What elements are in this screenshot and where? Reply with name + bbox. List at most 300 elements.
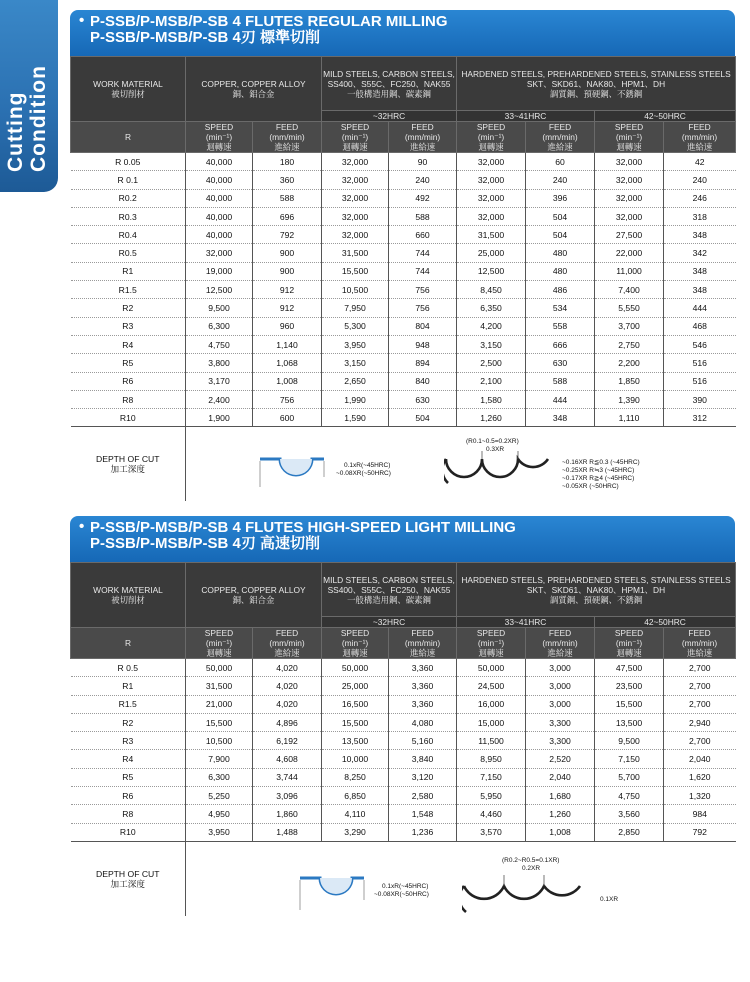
value-cell: 2,700 xyxy=(664,659,736,677)
multi-cut-text-top-a: (R0.1~0.5=0.2XR) xyxy=(466,438,519,446)
value-cell: 3,570 xyxy=(457,823,526,841)
value-cell: 3,150 xyxy=(322,354,389,372)
value-cell: 312 xyxy=(664,409,736,427)
value-cell: 15,000 xyxy=(457,713,526,731)
radius-cell: R5 xyxy=(71,768,186,786)
value-cell: 50,000 xyxy=(322,659,389,677)
value-cell: 3,950 xyxy=(322,335,389,353)
value-cell: 32,000 xyxy=(457,153,526,171)
value-cell: 3,950 xyxy=(186,823,253,841)
table-row xyxy=(71,153,736,171)
value-cell: 32,000 xyxy=(322,153,389,171)
value-cell: 756 xyxy=(389,299,457,317)
value-cell: 696 xyxy=(253,207,322,225)
radius-cell: R0.4 xyxy=(71,226,186,244)
value-cell: 1,236 xyxy=(389,823,457,841)
r-header: R xyxy=(71,628,186,659)
table-row xyxy=(71,372,736,390)
value-cell: 546 xyxy=(664,335,736,353)
value-cell: 3,360 xyxy=(389,659,457,677)
value-cell: 444 xyxy=(664,299,736,317)
value-cell: 3,150 xyxy=(457,335,526,353)
value-cell: 504 xyxy=(389,409,457,427)
value-cell: 32,000 xyxy=(457,189,526,207)
hrc-header-42-50: 42~50HRC xyxy=(595,111,736,122)
value-cell: 7,900 xyxy=(186,750,253,768)
value-cell: 40,000 xyxy=(186,189,253,207)
feed-header: FEED (mm/min) 進給速 xyxy=(664,628,736,659)
value-cell: 396 xyxy=(526,189,595,207)
table-row xyxy=(71,750,736,768)
table-row xyxy=(71,713,736,731)
table-row xyxy=(71,805,736,823)
section-title-zh: P-SSB/P-MSB/P-SB 4刃 高速切削 xyxy=(90,535,321,552)
cutting-table xyxy=(70,56,736,501)
regular-milling-section xyxy=(70,10,735,501)
value-cell: 5,160 xyxy=(389,732,457,750)
radius-cell: R2 xyxy=(71,299,186,317)
value-cell: 15,500 xyxy=(595,695,664,713)
value-cell: 24,500 xyxy=(457,677,526,695)
radius-cell: R3 xyxy=(71,732,186,750)
value-cell: 900 xyxy=(253,262,322,280)
hrc-header-32: ~32HRC xyxy=(322,111,457,122)
value-cell: 3,170 xyxy=(186,372,253,390)
value-cell: 348 xyxy=(664,281,736,299)
value-cell: 630 xyxy=(389,390,457,408)
table-row xyxy=(71,226,736,244)
side-tab-line1: Cutting xyxy=(4,91,27,172)
mild-steel-header: MILD STEELS, CARBON STEELS, SS400、S55C、FC250、NAK55 一般構造用鋼、碳素鋼 xyxy=(322,563,457,617)
single-cut-text-a: 0.1xR(~45HRC) xyxy=(382,882,429,890)
value-cell: 7,950 xyxy=(322,299,389,317)
value-cell: 1,008 xyxy=(526,823,595,841)
value-cell: 21,000 xyxy=(186,695,253,713)
radius-cell: R1.5 xyxy=(71,281,186,299)
value-cell: 40,000 xyxy=(186,153,253,171)
value-cell: 3,700 xyxy=(595,317,664,335)
radius-cell: R2 xyxy=(71,713,186,731)
value-cell: 32,000 xyxy=(322,171,389,189)
value-cell: 25,000 xyxy=(457,244,526,262)
value-cell: 486 xyxy=(526,281,595,299)
value-cell: 180 xyxy=(253,153,322,171)
speed-header: SPEED (min⁻¹) 迴轉速 xyxy=(186,122,253,153)
side-tab-line2: Condition xyxy=(27,65,50,172)
value-cell: 2,700 xyxy=(664,732,736,750)
value-cell: 4,020 xyxy=(253,695,322,713)
value-cell: 516 xyxy=(664,372,736,390)
multi-cut-side-1: ~0.16XR R≦0.3 (~45HRC) xyxy=(562,459,640,467)
multi-cut-text-top-b: 0.2XR xyxy=(522,864,541,872)
value-cell: 6,192 xyxy=(253,732,322,750)
speed-header: SPEED (min⁻¹) 迴轉速 xyxy=(595,122,664,153)
radius-cell: R6 xyxy=(71,787,186,805)
value-cell: 960 xyxy=(253,317,322,335)
value-cell: 2,700 xyxy=(664,677,736,695)
value-cell: 444 xyxy=(526,390,595,408)
value-cell: 480 xyxy=(526,262,595,280)
value-cell: 31,500 xyxy=(322,244,389,262)
value-cell: 348 xyxy=(526,409,595,427)
table-row xyxy=(71,659,736,677)
value-cell: 5,300 xyxy=(322,317,389,335)
table-row xyxy=(71,335,736,353)
value-cell: 588 xyxy=(526,372,595,390)
speed-header: SPEED (min⁻¹) 迴轉速 xyxy=(595,628,664,659)
feed-header: FEED (mm/min) 進給速 xyxy=(526,628,595,659)
radius-cell: R1.5 xyxy=(71,695,186,713)
radius-cell: R1 xyxy=(71,677,186,695)
table-row xyxy=(71,732,736,750)
value-cell: 3,300 xyxy=(526,732,595,750)
radius-cell: R10 xyxy=(71,823,186,841)
value-cell: 1,008 xyxy=(253,372,322,390)
value-cell: 4,020 xyxy=(253,659,322,677)
value-cell: 660 xyxy=(389,226,457,244)
value-cell: 558 xyxy=(526,317,595,335)
multi-cut-text-top-a: (R0.2~R0.5=0.1XR) xyxy=(502,856,560,864)
value-cell: 912 xyxy=(253,299,322,317)
value-cell: 2,400 xyxy=(186,390,253,408)
value-cell: 7,400 xyxy=(595,281,664,299)
value-cell: 40,000 xyxy=(186,207,253,225)
value-cell: 1,850 xyxy=(595,372,664,390)
value-cell: 894 xyxy=(389,354,457,372)
multi-cut-text-top-b: 0.3XR xyxy=(486,446,505,454)
value-cell: 2,650 xyxy=(322,372,389,390)
value-cell: 8,450 xyxy=(457,281,526,299)
side-tab xyxy=(0,0,58,192)
value-cell: 32,000 xyxy=(595,189,664,207)
single-cut-text-a: 0.1xR(~45HRC) xyxy=(344,462,391,470)
value-cell: 1,260 xyxy=(457,409,526,427)
value-cell: 1,488 xyxy=(253,823,322,841)
value-cell: 792 xyxy=(664,823,736,841)
value-cell: 1,548 xyxy=(389,805,457,823)
table-row xyxy=(71,787,736,805)
value-cell: 1,320 xyxy=(664,787,736,805)
bullet-icon: • xyxy=(79,12,85,29)
multi-cut-side-4: ~0.05XR (~50HRC) xyxy=(562,483,619,491)
value-cell: 1,620 xyxy=(664,768,736,786)
value-cell: 504 xyxy=(526,207,595,225)
speed-header: SPEED (min⁻¹) 迴轉速 xyxy=(457,122,526,153)
value-cell: 2,520 xyxy=(526,750,595,768)
work-material-header: WORK MATERIAL 被切削材 xyxy=(71,563,186,628)
feed-header: FEED (mm/min) 進給速 xyxy=(389,122,457,153)
value-cell: 1,590 xyxy=(322,409,389,427)
value-cell: 47,500 xyxy=(595,659,664,677)
value-cell: 1,140 xyxy=(253,335,322,353)
value-cell: 756 xyxy=(253,390,322,408)
radius-cell: R8 xyxy=(71,805,186,823)
value-cell: 13,500 xyxy=(595,713,664,731)
depth-of-cut-label: DEPTH OF CUT 加工深度 xyxy=(71,841,186,916)
value-cell: 630 xyxy=(526,354,595,372)
value-cell: 3,096 xyxy=(253,787,322,805)
radius-cell: R1 xyxy=(71,262,186,280)
value-cell: 2,580 xyxy=(389,787,457,805)
value-cell: 2,040 xyxy=(526,768,595,786)
value-cell: 246 xyxy=(664,189,736,207)
value-cell: 240 xyxy=(389,171,457,189)
value-cell: 912 xyxy=(253,281,322,299)
table-row xyxy=(71,299,736,317)
value-cell: 1,068 xyxy=(253,354,322,372)
radius-cell: R4 xyxy=(71,750,186,768)
feed-header: FEED (mm/min) 進給速 xyxy=(253,628,322,659)
value-cell: 19,000 xyxy=(186,262,253,280)
value-cell: 792 xyxy=(253,226,322,244)
value-cell: 588 xyxy=(253,189,322,207)
value-cell: 600 xyxy=(253,409,322,427)
multi-cut-side-1: 0.1XR xyxy=(600,895,619,903)
high-speed-milling-section xyxy=(70,516,735,916)
table-row xyxy=(71,281,736,299)
feed-header: FEED (mm/min) 進給速 xyxy=(664,122,736,153)
multi-cut-side-3: ~0.17XR R≧4 (~45HRC) xyxy=(562,475,635,483)
value-cell: 32,000 xyxy=(322,207,389,225)
depth-of-cut-diagram xyxy=(186,841,736,916)
value-cell: 9,500 xyxy=(186,299,253,317)
value-cell: 8,950 xyxy=(457,750,526,768)
hrc-header-42-50: 42~50HRC xyxy=(595,617,736,628)
value-cell: 4,200 xyxy=(457,317,526,335)
value-cell: 4,020 xyxy=(253,677,322,695)
value-cell: 2,500 xyxy=(457,354,526,372)
table-row xyxy=(71,768,736,786)
value-cell: 32,000 xyxy=(457,207,526,225)
value-cell: 468 xyxy=(664,317,736,335)
value-cell: 588 xyxy=(389,207,457,225)
value-cell: 32,000 xyxy=(595,207,664,225)
value-cell: 348 xyxy=(664,262,736,280)
value-cell: 492 xyxy=(389,189,457,207)
value-cell: 3,290 xyxy=(322,823,389,841)
table-row xyxy=(71,171,736,189)
value-cell: 240 xyxy=(526,171,595,189)
value-cell: 10,500 xyxy=(322,281,389,299)
value-cell: 15,500 xyxy=(322,262,389,280)
value-cell: 1,390 xyxy=(595,390,664,408)
value-cell: 42 xyxy=(664,153,736,171)
table-row xyxy=(71,317,736,335)
value-cell: 32,000 xyxy=(186,244,253,262)
value-cell: 900 xyxy=(253,244,322,262)
value-cell: 3,800 xyxy=(186,354,253,372)
value-cell: 23,500 xyxy=(595,677,664,695)
value-cell: 4,110 xyxy=(322,805,389,823)
hardened-steel-header: HARDENED STEELS, PREHARDENED STEELS, STAINLESS STEELS SKT、SKD61、NAK80、HPM1、DH 調質鋼、預硬鋼、不銹鋼 xyxy=(457,57,736,111)
value-cell: 1,860 xyxy=(253,805,322,823)
table-row xyxy=(71,189,736,207)
value-cell: 12,500 xyxy=(457,262,526,280)
single-cut-text-b: ~0.08XR(~50HRC) xyxy=(336,470,391,478)
bullet-icon: • xyxy=(79,518,85,535)
value-cell: 5,250 xyxy=(186,787,253,805)
value-cell: 7,150 xyxy=(595,750,664,768)
value-cell: 15,500 xyxy=(322,713,389,731)
hrc-header-33-41: 33~41HRC xyxy=(457,111,595,122)
multi-cut-profile xyxy=(444,449,556,489)
value-cell: 50,000 xyxy=(457,659,526,677)
value-cell: 32,000 xyxy=(322,226,389,244)
value-cell: 744 xyxy=(389,262,457,280)
value-cell: 744 xyxy=(389,244,457,262)
value-cell: 22,000 xyxy=(595,244,664,262)
value-cell: 318 xyxy=(664,207,736,225)
value-cell: 4,950 xyxy=(186,805,253,823)
value-cell: 4,080 xyxy=(389,713,457,731)
hrc-header-33-41: 33~41HRC xyxy=(457,617,595,628)
value-cell: 5,550 xyxy=(595,299,664,317)
value-cell: 1,580 xyxy=(457,390,526,408)
value-cell: 40,000 xyxy=(186,226,253,244)
value-cell: 2,940 xyxy=(664,713,736,731)
section-title-zh: P-SSB/P-MSB/P-SB 4刃 標準切削 xyxy=(90,29,321,46)
value-cell: 4,460 xyxy=(457,805,526,823)
table-row xyxy=(71,207,736,225)
value-cell: 4,750 xyxy=(186,335,253,353)
feed-header: FEED (mm/min) 進給速 xyxy=(389,628,457,659)
value-cell: 12,500 xyxy=(186,281,253,299)
value-cell: 3,360 xyxy=(389,695,457,713)
value-cell: 7,150 xyxy=(457,768,526,786)
speed-header: SPEED (min⁻¹) 迴轉速 xyxy=(186,628,253,659)
single-cut-profile xyxy=(298,872,378,912)
value-cell: 8,250 xyxy=(322,768,389,786)
value-cell: 666 xyxy=(526,335,595,353)
value-cell: 5,950 xyxy=(457,787,526,805)
value-cell: 390 xyxy=(664,390,736,408)
value-cell: 11,500 xyxy=(457,732,526,750)
table-row xyxy=(71,354,736,372)
table-row xyxy=(71,390,736,408)
value-cell: 31,500 xyxy=(457,226,526,244)
speed-header: SPEED (min⁻¹) 迴轉速 xyxy=(457,628,526,659)
value-cell: 3,300 xyxy=(526,713,595,731)
value-cell: 4,608 xyxy=(253,750,322,768)
value-cell: 1,990 xyxy=(322,390,389,408)
radius-cell: R0.5 xyxy=(71,244,186,262)
table-row xyxy=(71,695,736,713)
value-cell: 1,110 xyxy=(595,409,664,427)
depth-of-cut-label: DEPTH OF CUT 加工深度 xyxy=(71,427,186,502)
table-row xyxy=(71,823,736,841)
table-row xyxy=(71,409,736,427)
value-cell: 27,500 xyxy=(595,226,664,244)
value-cell: 2,750 xyxy=(595,335,664,353)
value-cell: 516 xyxy=(664,354,736,372)
value-cell: 240 xyxy=(664,171,736,189)
value-cell: 6,850 xyxy=(322,787,389,805)
value-cell: 90 xyxy=(389,153,457,171)
value-cell: 6,350 xyxy=(457,299,526,317)
radius-cell: R0.3 xyxy=(71,207,186,225)
feed-header: FEED (mm/min) 進給速 xyxy=(526,122,595,153)
value-cell: 3,000 xyxy=(526,659,595,677)
value-cell: 480 xyxy=(526,244,595,262)
value-cell: 6,300 xyxy=(186,768,253,786)
value-cell: 11,000 xyxy=(595,262,664,280)
multi-cut-side-2: ~0.25XR R≒3 (~45HRC) xyxy=(562,467,635,475)
value-cell: 804 xyxy=(389,317,457,335)
value-cell: 3,000 xyxy=(526,677,595,695)
table-row xyxy=(71,262,736,280)
radius-cell: R0.2 xyxy=(71,189,186,207)
value-cell: 32,000 xyxy=(595,153,664,171)
multi-cut-profile xyxy=(462,872,590,916)
value-cell: 13,500 xyxy=(322,732,389,750)
cutting-table xyxy=(70,562,736,916)
radius-cell: R3 xyxy=(71,317,186,335)
value-cell: 60 xyxy=(526,153,595,171)
radius-cell: R6 xyxy=(71,372,186,390)
depth-of-cut-diagram xyxy=(186,427,736,502)
value-cell: 3,840 xyxy=(389,750,457,768)
radius-cell: R4 xyxy=(71,335,186,353)
section-title-en: P-SSB/P-MSB/P-SB 4 FLUTES REGULAR MILLING xyxy=(90,13,448,30)
radius-cell: R10 xyxy=(71,409,186,427)
hrc-header-32: ~32HRC xyxy=(322,617,457,628)
value-cell: 10,500 xyxy=(186,732,253,750)
speed-header: SPEED (min⁻¹) 迴轉速 xyxy=(322,122,389,153)
value-cell: 2,700 xyxy=(664,695,736,713)
feed-header: FEED (mm/min) 進給速 xyxy=(253,122,322,153)
single-cut-text-b: ~0.08XR(~50HRC) xyxy=(374,890,429,898)
r-header: R xyxy=(71,122,186,153)
section-banner xyxy=(70,10,735,56)
speed-header: SPEED (min⁻¹) 迴轉速 xyxy=(322,628,389,659)
value-cell: 2,100 xyxy=(457,372,526,390)
value-cell: 50,000 xyxy=(186,659,253,677)
value-cell: 504 xyxy=(526,226,595,244)
value-cell: 5,700 xyxy=(595,768,664,786)
single-cut-profile xyxy=(258,453,338,489)
value-cell: 40,000 xyxy=(186,171,253,189)
value-cell: 2,040 xyxy=(664,750,736,768)
section-banner xyxy=(70,516,735,562)
value-cell: 10,000 xyxy=(322,750,389,768)
value-cell: 9,500 xyxy=(595,732,664,750)
mild-steel-header: MILD STEELS, CARBON STEELS, SS400、S55C、FC250、NAK55 一般構造用鋼、碳素鋼 xyxy=(322,57,457,111)
value-cell: 984 xyxy=(664,805,736,823)
radius-cell: R5 xyxy=(71,354,186,372)
value-cell: 16,500 xyxy=(322,695,389,713)
value-cell: 3,120 xyxy=(389,768,457,786)
value-cell: 1,900 xyxy=(186,409,253,427)
value-cell: 342 xyxy=(664,244,736,262)
copper-header: COPPER, COPPER ALLOY 銅、鋁合金 xyxy=(186,57,322,122)
table-row xyxy=(71,244,736,262)
radius-cell: R8 xyxy=(71,390,186,408)
value-cell: 534 xyxy=(526,299,595,317)
value-cell: 3,560 xyxy=(595,805,664,823)
value-cell: 3,000 xyxy=(526,695,595,713)
value-cell: 32,000 xyxy=(322,189,389,207)
value-cell: 16,000 xyxy=(457,695,526,713)
value-cell: 360 xyxy=(253,171,322,189)
section-title-en: P-SSB/P-MSB/P-SB 4 FLUTES HIGH-SPEED LIGHT MILLING xyxy=(90,519,516,536)
value-cell: 4,896 xyxy=(253,713,322,731)
value-cell: 948 xyxy=(389,335,457,353)
value-cell: 25,000 xyxy=(322,677,389,695)
value-cell: 2,850 xyxy=(595,823,664,841)
value-cell: 1,680 xyxy=(526,787,595,805)
value-cell: 3,744 xyxy=(253,768,322,786)
value-cell: 4,750 xyxy=(595,787,664,805)
